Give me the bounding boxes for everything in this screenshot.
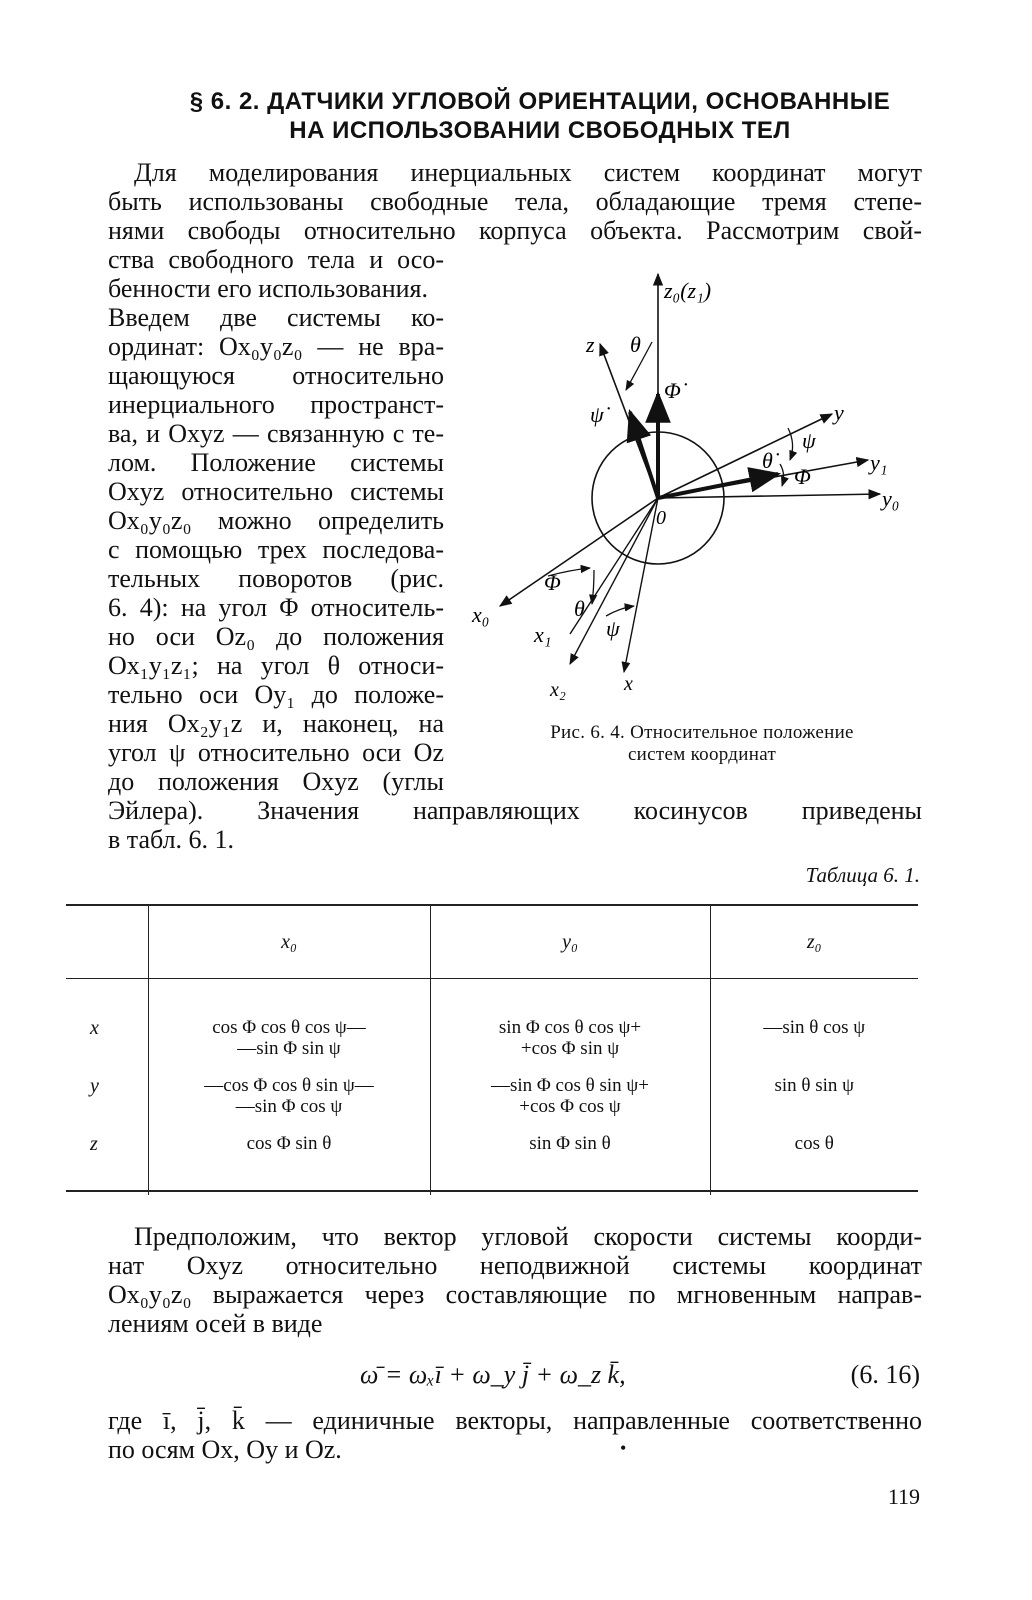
equation-6-16: ω̄ = ωₓī + ω_y j̄ + ω_z k̄, (360, 1360, 626, 1389)
label-x1: x₁ (534, 622, 552, 647)
left-column-text (108, 245, 444, 796)
intro-paragraph (108, 158, 922, 245)
caption-line-1: Рис. 6. 4. Относительное положение (550, 722, 854, 743)
row-label: z (90, 1132, 98, 1155)
label-psi-lower: ψ (606, 616, 620, 641)
label-z: z (586, 332, 595, 357)
text-line: ординат: Ox₀y₀z₀ — не вра- (108, 332, 444, 361)
label-origin: 0 (656, 507, 666, 529)
header-cell-x0: x₀ (148, 906, 430, 979)
page-number: 119 (887, 1484, 920, 1509)
text-line: где ī, j̄, k̄ — единичные векторы, направленные соответственно (108, 1406, 922, 1435)
coordinate-systems-figure (440, 262, 940, 702)
text-line: лом. Положение системы (108, 448, 444, 477)
text-line: щающуюся относительно (108, 361, 444, 390)
table-cell: —cos Φ cos θ sin ψ— —sin Φ cos ψ (148, 1075, 430, 1133)
text-line: Эйлера). Значения направляющих косинусов приведены (108, 796, 922, 825)
label-x2: x₂ (550, 679, 566, 701)
table-bottom-rule (66, 1190, 918, 1192)
figure-caption (492, 722, 912, 766)
text-line: ва, и Oxyz — связанную с те- (108, 419, 444, 448)
angular-velocity-paragraph (108, 1222, 922, 1338)
section-heading-line-2: НА ИСПОЛЬЗОВАНИИ СВОБОДНЫХ ТЕЛ (289, 117, 791, 144)
text-line: ния Ox₂y₁z и, наконец, на (108, 709, 444, 738)
text-line: нат Oxyz относительно неподвижной системы координат (108, 1251, 922, 1280)
label-theta-lower: θ (574, 596, 585, 621)
text-line: инерциального пространст- (108, 390, 444, 419)
label-phi-lower: Φ (544, 570, 561, 595)
direction-cosines-table (66, 906, 918, 1195)
table-cell: cos Φ sin θ (148, 1133, 430, 1195)
table-row (66, 1017, 918, 1075)
row-label: x (90, 1016, 99, 1039)
label-y: y (834, 400, 844, 425)
table-cell: —sin θ cos ψ (710, 1017, 918, 1075)
row-label: y (90, 1074, 99, 1097)
caption-line-2: систем координат (627, 744, 777, 765)
label-x0: x₀ (472, 602, 490, 627)
text-line: лениям осей в виде (108, 1309, 323, 1338)
table-cell: sin θ sin ψ (710, 1075, 918, 1133)
table-cell: sin Φ sin θ (430, 1133, 710, 1195)
text-line: Предположим, что вектор угловой скорости системы коорди- (134, 1222, 922, 1251)
header-cell-empty (66, 906, 148, 979)
text-line: тельных поворотов (рис. (108, 564, 444, 593)
table-cell: sin Φ cos θ cos ψ+ +cos Φ sin ψ (430, 1017, 710, 1075)
text-line: Для моделирования инерциальных систем координат могут (134, 158, 922, 187)
x0-axis (500, 498, 658, 606)
label-y1: y₁ (870, 450, 888, 475)
table-header-row (66, 906, 918, 979)
table-cell: —sin Φ cos θ sin ψ+ +cos Φ cos ψ (430, 1075, 710, 1133)
section-heading-line-1: § 6. 2. ДАТЧИКИ УГЛОВОЙ ОРИЕНТАЦИИ, ОСНОВАННЫЕ (189, 88, 891, 115)
text-line: 6. 4): на угол Φ относитель- (108, 593, 444, 622)
label-phi-dot: Φ̇ (664, 378, 681, 403)
psi-arc-lower (606, 606, 634, 616)
text-line: быть использованы свободные тела, обладающие тремя степе- (108, 187, 922, 216)
psi-dot-vector (630, 412, 658, 498)
text-line: бенности его использования. (108, 274, 429, 303)
continuation-paragraph (108, 796, 922, 854)
table-row (66, 1133, 918, 1195)
table-row (66, 1075, 918, 1133)
theta-dot-vector (658, 474, 778, 498)
label-x: x (624, 673, 633, 695)
y0-axis (658, 494, 880, 498)
table-cell: cos Φ cos θ cos ψ— —sin Φ sin ψ (148, 1017, 430, 1075)
text-line: Ox₁y₁z₁; на угол θ относи- (108, 651, 444, 680)
text-line: Oxyz относительно системы (108, 477, 444, 506)
theta-arc-lower (592, 570, 594, 604)
text-line: с помощью трех последова- (108, 535, 444, 564)
table-cell: cos θ (710, 1133, 918, 1195)
label-theta: θ (630, 332, 641, 357)
text-line: Введем две системы ко- (108, 303, 444, 332)
label-phi: Φ (794, 464, 811, 489)
text-line: Ox₀y₀z₀ можно определить (108, 506, 444, 535)
unit-vectors-paragraph (108, 1406, 922, 1464)
text-line: Ox₀y₀z₀ выражается через составляющие по мгновенным направ- (108, 1280, 922, 1309)
label-y0: y₀ (882, 486, 900, 511)
header-cell-y0: y₀ (430, 906, 710, 979)
equation-number: (6. 16) (850, 1360, 920, 1389)
text-line: угол ψ относительно оси Oz (108, 738, 444, 767)
text-line: в табл. 6. 1. (108, 825, 235, 854)
table-label: Таблица 6. 1. (805, 863, 920, 887)
label-z0: z₀(z₁) (664, 278, 712, 303)
stray-dot: • (620, 1438, 627, 1458)
label-psi: ψ (802, 428, 816, 453)
label-psi-dot: ψ̇ (590, 402, 604, 427)
text-line: но оси Oz₀ до положения (108, 622, 444, 651)
text-line: по осям Ox, Oy и Oz. (108, 1435, 342, 1464)
text-line: ства свободного тела и осо- (108, 245, 444, 274)
text-line: до положения Oxyz (углы (108, 767, 444, 796)
label-theta-dot: θ̇ (762, 448, 773, 473)
text-line: тельно оси Oy₁ до положе- (108, 680, 444, 709)
header-cell-z0: z₀ (710, 906, 918, 979)
text-line: нями свободы относительно корпуса объекта. Рассмотрим свой- (108, 216, 922, 245)
